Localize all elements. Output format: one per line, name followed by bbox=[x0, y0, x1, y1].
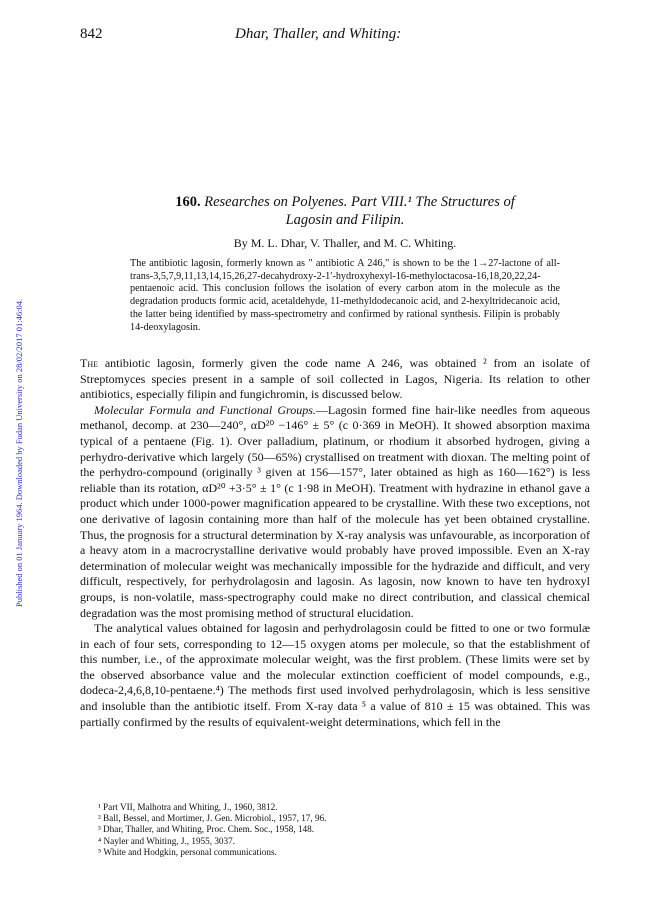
footnote: ³ Dhar, Thaller, and Whiting, Proc. Chem. Soc., 1958, 148. bbox=[98, 824, 315, 835]
title-line-1: Researches on Polyenes. Part VIII.¹ The Structures of bbox=[204, 194, 515, 210]
paragraph-3: The analytical values obtained for lagosin and perhydrolagosin could be fitted to one or two formulæ in each of four sets, corresponding to 12—15 oxygen atoms per molecule, so that the establishment of this number, i.e., of the approximate molecular weight, was the first problem. (These limits were set by the observed absorbance value and the molecular extinction coefficient of model compounds, e.g., dodeca-2,4,6,8,10-pentaene.⁴) The methods first used involved perhydrolagosin, which is less sensitive and insoluble than the antibiotic itself. From X-ray data ⁵ a value of 810 ± 15 was obtained. This was partially confirmed by the results of equivalent-weight determinations, which fell in the bbox=[80, 621, 590, 729]
paragraph-2-text: —Lagosin formed fine hair-like needles from aqueous methanol, decomp. at 230—240°, αD²⁰ −146° ± 5° (c 0·369 in MeOH). It showed absorption maxima typical of a pentaene (Fig. 1). Over palladium, platinum, or rhodium it absorbed hydrogen, giving a perhydro-derivative which largely (50—65%) crystallised on treatment with dioxan. The melting point of the perhydro-compound (originally ³ given at 156—157°, later obtained as high as 160—162°) is less reliable than its rotation, αD²⁰ +3·5° ± 1° (c 1·98 in MeOH). Treatment with hydrazine in ethanol gave a product which under 1000-power magnification appeared to be crystalline. With these two exceptions, not one derivative of lagosin containing more than half of the molecule has yet been obtained crystalline. Thus, the prognosis for a structural determination by X-ray analysis was unfavourable, as incorporation of a heavy atom in a macrocrystalline derivative would probably have proved impossible. Even an X-ray determination of molecular weight was mechanically impossible for the hydrazide and difficult, and very difficult, respectively, for perhydrolagosin and lagosin. As lagosin, now known to have ten hydroxyl groups, is non-volatile, mass-spectrography could make no direct contribution, and classical chemical degradation was the most promising method of structural elucidation. bbox=[80, 402, 590, 620]
paragraph-2 bbox=[80, 403, 590, 621]
article-body bbox=[80, 356, 590, 730]
footnotes bbox=[80, 802, 590, 858]
paragraph-1-text: antibiotic lagosin, formerly given the code name A 246, was obtained ² from an isolate of Streptomyces species present in a sample of soil collected in Lagos, Nigeria. Its relation to other antibiotics, especially filipin and fungichromin, is discussed below. bbox=[80, 356, 590, 402]
footnote: ¹ Part VII, Malhotra and Whiting, J., 1960, 3812. bbox=[98, 802, 278, 812]
article-title bbox=[98, 193, 592, 229]
paragraph-1 bbox=[80, 356, 590, 403]
opening-word: The bbox=[80, 356, 98, 370]
footnote: ⁴ Nayler and Whiting, J., 1955, 3037. bbox=[98, 835, 236, 846]
title-line-2: Lagosin and Filipin. bbox=[285, 212, 405, 228]
running-title: Dhar, Thaller, and Whiting: bbox=[235, 26, 402, 42]
running-header bbox=[80, 26, 600, 48]
page-number: 842 bbox=[80, 26, 103, 42]
abstract: The antibiotic lagosin, formerly known as " antibiotic A 246," is shown to be the 1→27-lactone of all-trans-3,5,7,9,11,13,14,15,26,27-decahydroxy-2-1′-hydroxyhexyl-16-methyloctacosa-16,18,20,22,24-pentaenoic acid. This conclusion follows the isolation of every carbon atom in the molecule as the degradation products formic acid, acetaldehyde, 11-methyldodecanoic acid, and 2-hexyltridecanoic acid, the latter being identified by mass-spectrometry and confirmed by rational synthesis. Filipin is probably 14-deoxylagosin. bbox=[130, 258, 560, 333]
author-line: By M. L. Dhar, V. Thaller, and M. C. Whiting. bbox=[233, 236, 457, 250]
download-watermark: Published on 01 January 1964. Downloaded by Fudan University on 28/02/2017 01:46:04. bbox=[14, 298, 24, 607]
footnote: ² Ball, Bessel, and Mortimer, J. Gen. Microbiol., 1957, 17, 96. bbox=[98, 813, 327, 824]
footnote: ⁵ White and Hodgkin, personal communications. bbox=[98, 846, 277, 857]
article-number: 160. bbox=[175, 194, 201, 210]
section-heading: Molecular Formula and Functional Groups. bbox=[94, 402, 316, 417]
